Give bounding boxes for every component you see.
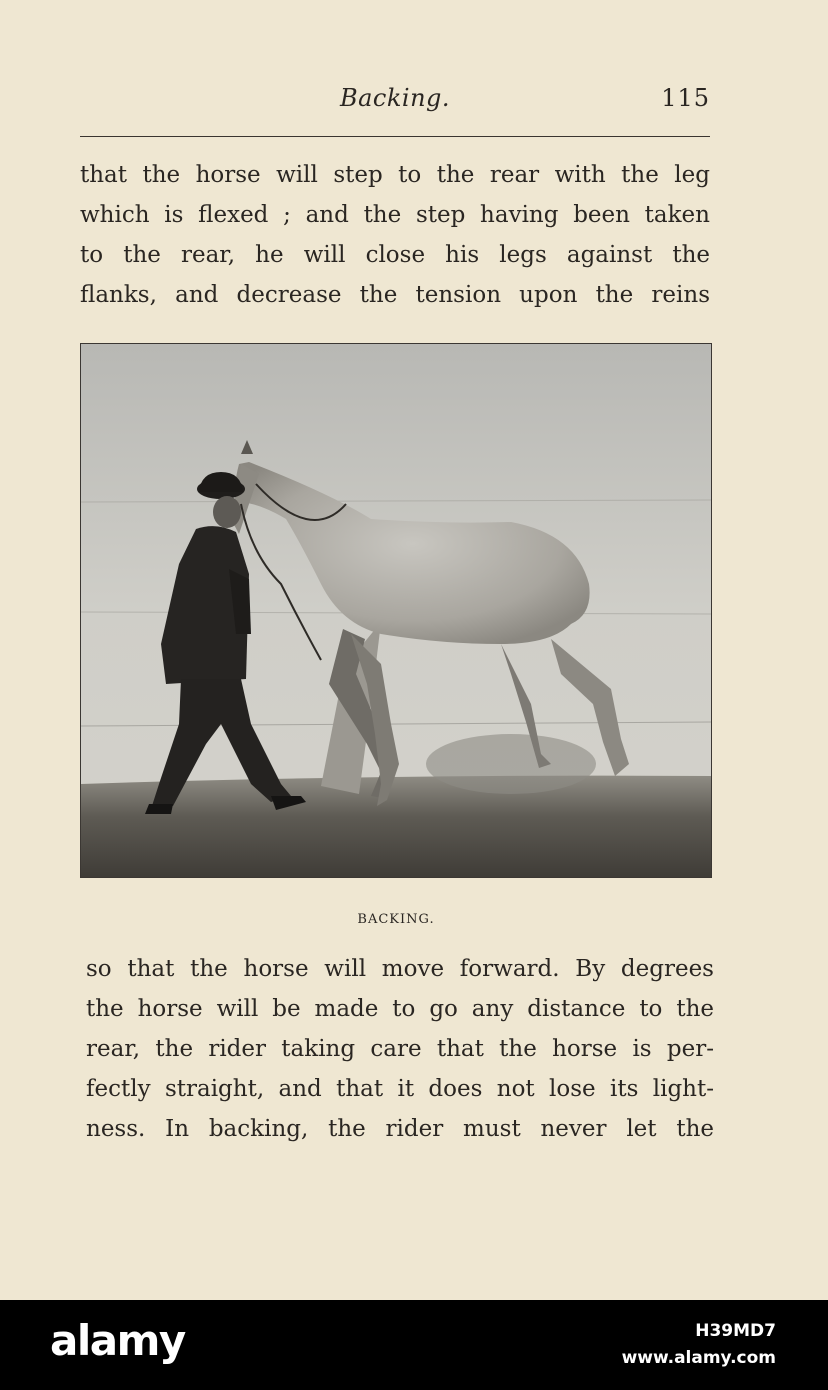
- shadow: [426, 734, 596, 794]
- figure-caption: BACKING.: [357, 912, 435, 927]
- text-line: the horse will be made to go any distance to the: [86, 996, 714, 1022]
- stock-watermark-bar: [0, 1300, 828, 1390]
- text-line: that the horse will step to the rear with the leg: [80, 162, 710, 188]
- page-header: [80, 80, 710, 120]
- top-paragraph: [80, 155, 710, 315]
- photograph-man-leading-horse: [80, 343, 712, 878]
- text-line: which is flexed ; and the step having been taken: [80, 202, 710, 228]
- photo-illustration: [81, 344, 711, 877]
- site-url: www.alamy.com: [621, 1348, 776, 1368]
- bottom-paragraph: [86, 949, 714, 1149]
- text-line: rear, the rider taking care that the horse is per-: [86, 1036, 714, 1062]
- page-number: 115: [661, 84, 710, 112]
- text-line: flanks, and decrease the tension upon the reins: [80, 282, 710, 308]
- text-line: fectly straight, and that it does not lose its light-: [86, 1076, 714, 1102]
- image-code: H39MD7: [695, 1321, 776, 1341]
- text-line: ness. In backing, the rider must never let the: [86, 1116, 714, 1142]
- running-title: Backing.: [339, 84, 451, 112]
- brand-logo: alamy: [50, 1316, 185, 1365]
- header-rule: [80, 136, 710, 137]
- text-line: to the rear, he will close his legs against the: [80, 242, 710, 268]
- text-line: so that the horse will move forward. By degrees: [86, 956, 714, 982]
